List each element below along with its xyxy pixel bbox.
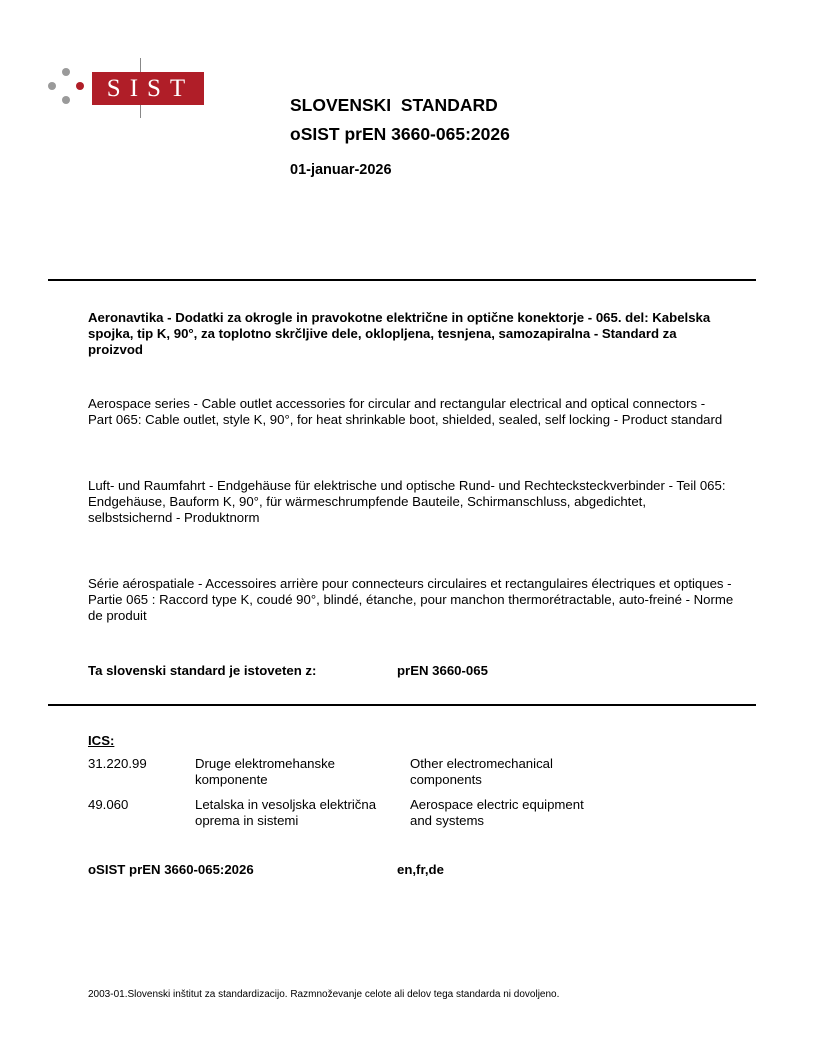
ics-row <box>88 797 688 831</box>
ics-description-sl: Druge elektromehanske komponente <box>195 756 336 787</box>
ics-label: ICS: <box>88 733 115 748</box>
document-code: oSIST prEN 3660-065:2026 <box>88 862 254 877</box>
ics-code: 49.060 <box>88 797 129 812</box>
title-english: Aerospace series - Cable outlet accessories for circular and rectangular electrical and optical connectors - Part 065: Cable outlet, style K, 90°, for heat shrinkable boot, shielded, sealed, self locking - Product standard <box>88 396 723 427</box>
document-languages: en,fr,de <box>397 862 444 877</box>
title-slovenian: Aeronavtika - Dodatki za okrogle in pravokotne električne in optične konektorje - 065. del: Kabelska spojka, tip K, 90°, za toplotno skrčljive dele, oklopljena, tesnjena, samozapiralna - Standard za proizvod <box>88 310 711 357</box>
ics-description-sl: Letalska in vesoljska električna oprema in sistemi <box>195 797 377 828</box>
identity-label: Ta slovenski standard je istoveten z: <box>88 663 317 678</box>
sist-logo: SIST <box>92 72 204 105</box>
sist-logo-dots-icon <box>44 64 84 112</box>
standard-label: SLOVENSKI STANDARD <box>290 95 498 115</box>
top-rule <box>48 279 756 281</box>
title-german: Luft- und Raumfahrt - Endgehäuse für elektrische und optische Rund- und Rechtecksteckverbinder - Teil 065: Endgehäuse, Bauform K, 90°, für wärmeschrumpfende Bauteile, Schirmanschluss, abgedichtet, selbstsichernd - Produktnorm <box>88 478 726 525</box>
middle-rule <box>48 704 756 706</box>
title-french: Série aérospatiale - Accessoires arrière pour connecteurs circulaires et rectangulaires électriques et optiques - Partie 065 : Raccord type K, coudé 90°, blindé, étanche, pour manchon thermorétractable, auto-freiné - Norme de produit <box>88 576 734 623</box>
publication-date: 01-januar-2026 <box>290 162 392 178</box>
ics-description-en: Other electromechanical components <box>410 756 553 787</box>
standard-code: oSIST prEN 3660-065:2026 <box>290 124 510 144</box>
ics-row <box>88 756 688 790</box>
copyright-footer: 2003-01.Slovenski inštitut za standardizacijo. Razmnoževanje celote ali delov tega standarda ni dovoljeno. <box>88 989 560 1000</box>
identity-value: prEN 3660-065 <box>397 663 488 678</box>
ics-description-en: Aerospace electric equipment and systems <box>410 797 584 828</box>
ics-code: 31.220.99 <box>88 756 147 771</box>
